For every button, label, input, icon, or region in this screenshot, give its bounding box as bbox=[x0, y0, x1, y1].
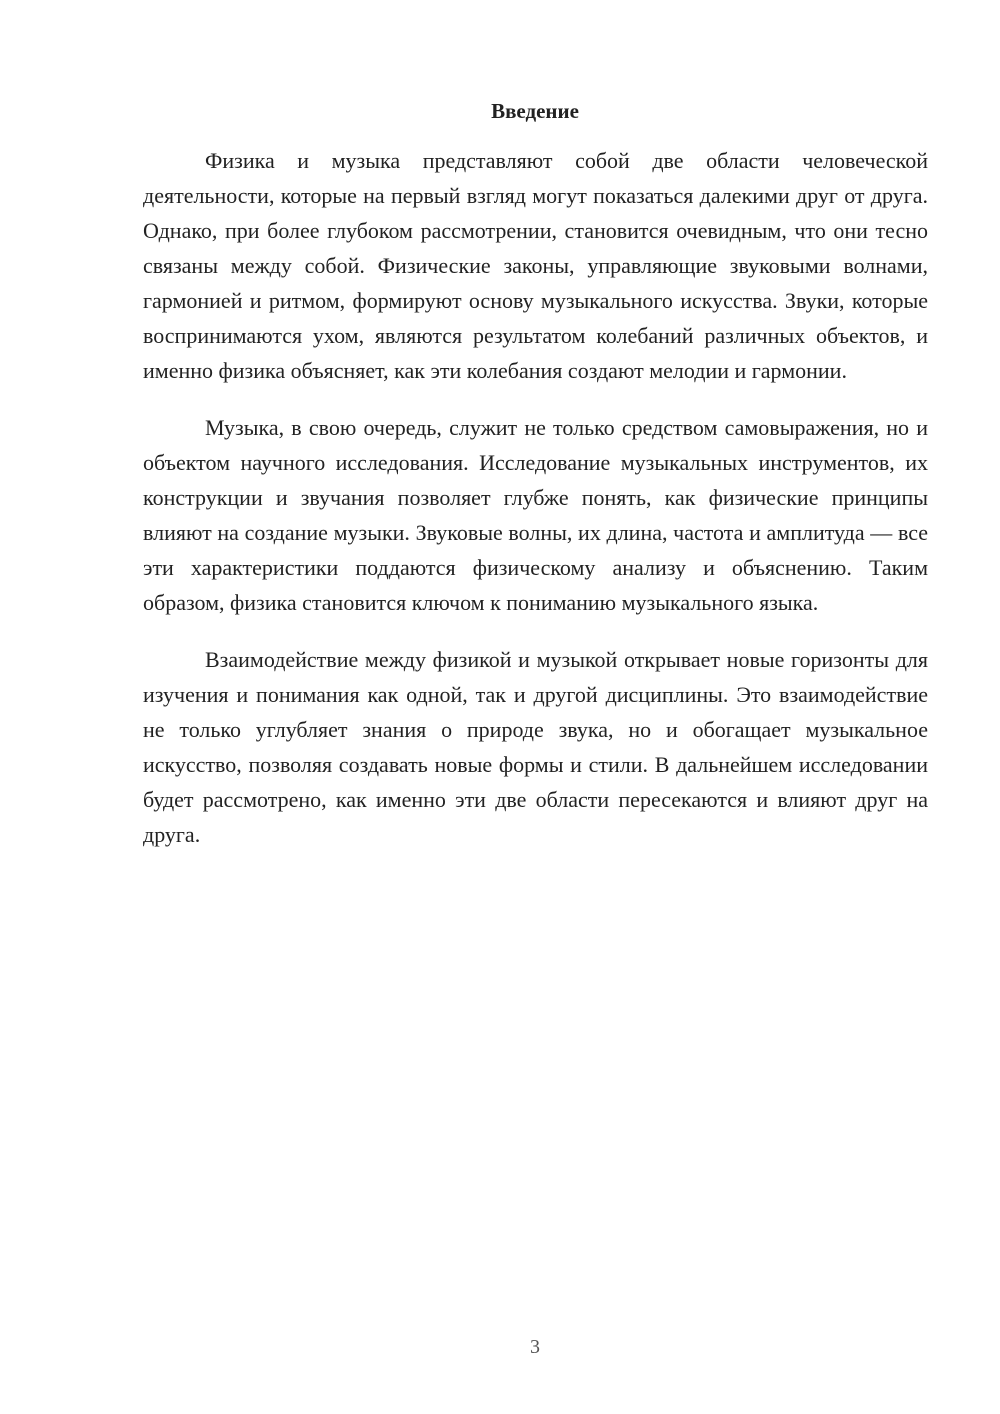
paragraph-3: Взаимодействие между физикой и музыкой открывает новые горизонты для изучения и понимания как одной, так и другой дисциплины. Это взаимодействие не только углубляет знания о природе звука, но и обогащает музыкальное искусство, позволяя создавать новые формы и стили. В дальнейшем исследовании будет рассмотрено, как именно эти две области пересекаются и влияют друг на друга. bbox=[143, 647, 928, 847]
body-text bbox=[143, 143, 928, 874]
paragraph-1: Физика и музыка представляют собой две области человеческой деятельности, которые на первый взгляд могут показаться далекими друг от друга. Однако, при более глубоком рассмотрении, становится очевидным, что они тесно связаны между собой. Физические законы, управляющие звуковыми волнами, гармонией и ритмом, формируют основу музыкального искусства. Звуки, которые воспринимаются ухом, являются результатом колебаний различных объектов, и именно физика объясняет, как эти колебания создают мелодии и гармонии. bbox=[143, 148, 928, 383]
paragraph-2: Музыка, в свою очередь, служит не только средством самовыражения, но и объектом научного исследования. Исследование музыкальных инструментов, их конструкции и звучания позволяет глубже понять, как физические принципы влияют на создание музыки. Звуковые волны, их длина, частота и амплитуда — все эти характеристики поддаются физическому анализу и объяснению. Таким образом, физика становится ключом к пониманию музыкального языка. bbox=[143, 415, 928, 615]
page-number: 3 bbox=[530, 1336, 540, 1358]
section-title: Введение bbox=[491, 99, 579, 123]
